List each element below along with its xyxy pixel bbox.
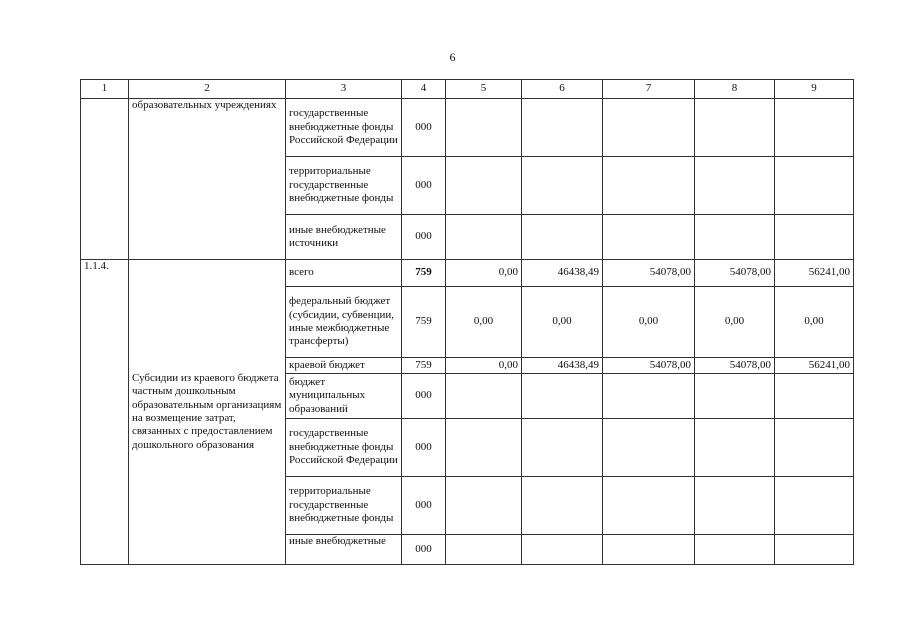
col-header-1: 1	[81, 80, 129, 99]
value-cell	[603, 535, 695, 565]
code-cell: 000	[402, 99, 446, 157]
value-cell: 54078,00	[695, 358, 775, 374]
value-cell	[446, 374, 522, 419]
value-cell	[522, 374, 603, 419]
value-cell	[775, 99, 854, 157]
continuation-name-cell: образовательных учреждениях	[129, 99, 286, 260]
source-cell: федеральный бюджет (субсидии, субвенции, иные межбюджетные трансферты)	[286, 287, 402, 358]
value-cell	[522, 215, 603, 260]
value-cell: 0,00	[522, 287, 603, 358]
value-cell	[603, 477, 695, 535]
code-cell: 759	[402, 287, 446, 358]
value-cell	[603, 419, 695, 477]
source-cell: бюджет муниципальных образований	[286, 374, 402, 419]
source-cell: территориальные государственные внебюджетные фонды	[286, 477, 402, 535]
continuation-number-cell	[81, 99, 129, 260]
value-cell	[603, 99, 695, 157]
value-cell	[775, 215, 854, 260]
code-cell: 759	[402, 260, 446, 287]
value-cell: 46438,49	[522, 358, 603, 374]
source-cell: иные внебюджетные	[286, 535, 402, 565]
source-cell: государственные внебюджетные фонды Российской Федерации	[286, 99, 402, 157]
value-cell	[603, 215, 695, 260]
value-cell: 0,00	[446, 287, 522, 358]
col-header-4: 4	[402, 80, 446, 99]
value-cell	[775, 477, 854, 535]
value-cell	[522, 535, 603, 565]
value-cell	[522, 419, 603, 477]
column-number-header-row	[81, 80, 854, 99]
value-cell: 46438,49	[522, 260, 603, 287]
value-cell	[603, 374, 695, 419]
value-cell: 0,00	[446, 358, 522, 374]
source-cell: территориальные государственные внебюджетные фонды	[286, 157, 402, 215]
value-cell	[446, 419, 522, 477]
value-cell	[522, 157, 603, 215]
value-cell: 0,00	[775, 287, 854, 358]
value-cell	[446, 477, 522, 535]
col-header-2: 2	[129, 80, 286, 99]
col-header-9: 9	[775, 80, 854, 99]
item-name-cell: Субсидии из краевого бюджета частным дошкольным образовательным организациям на возмещение затрат, связанных с предоставлением дошкольного образования	[129, 260, 286, 565]
value-cell: 54078,00	[603, 358, 695, 374]
value-cell	[603, 157, 695, 215]
value-cell	[522, 99, 603, 157]
value-cell: 0,00	[603, 287, 695, 358]
value-cell	[695, 157, 775, 215]
col-header-7: 7	[603, 80, 695, 99]
budget-table	[80, 79, 854, 565]
col-header-6: 6	[522, 80, 603, 99]
table-row-total	[81, 260, 854, 287]
value-cell	[695, 477, 775, 535]
value-cell	[446, 535, 522, 565]
item-number-cell: 1.1.4.	[81, 260, 129, 565]
value-cell	[695, 419, 775, 477]
value-cell	[695, 215, 775, 260]
value-cell	[695, 535, 775, 565]
value-cell	[695, 374, 775, 419]
page-number: 6	[449, 50, 456, 64]
value-cell	[775, 157, 854, 215]
value-cell	[446, 215, 522, 260]
value-cell: 56241,00	[775, 358, 854, 374]
value-cell	[775, 419, 854, 477]
col-header-8: 8	[695, 80, 775, 99]
code-cell: 000	[402, 419, 446, 477]
table-row	[81, 99, 854, 157]
source-cell: всего	[286, 260, 402, 287]
value-cell: 54078,00	[603, 260, 695, 287]
code-cell: 000	[402, 535, 446, 565]
code-cell: 000	[402, 215, 446, 260]
code-cell: 000	[402, 374, 446, 419]
value-cell: 54078,00	[695, 260, 775, 287]
code-cell: 000	[402, 477, 446, 535]
source-cell: иные внебюджетные источники	[286, 215, 402, 260]
value-cell	[775, 374, 854, 419]
value-cell: 0,00	[695, 287, 775, 358]
value-cell	[446, 157, 522, 215]
value-cell	[446, 99, 522, 157]
code-cell: 759	[402, 358, 446, 374]
col-header-3: 3	[286, 80, 402, 99]
col-header-5: 5	[446, 80, 522, 99]
value-cell: 0,00	[446, 260, 522, 287]
code-cell: 000	[402, 157, 446, 215]
value-cell	[522, 477, 603, 535]
value-cell	[775, 535, 854, 565]
source-cell: краевой бюджет	[286, 358, 402, 374]
value-cell: 56241,00	[775, 260, 854, 287]
source-cell: государственные внебюджетные фонды Российской Федерации	[286, 419, 402, 477]
value-cell	[695, 99, 775, 157]
